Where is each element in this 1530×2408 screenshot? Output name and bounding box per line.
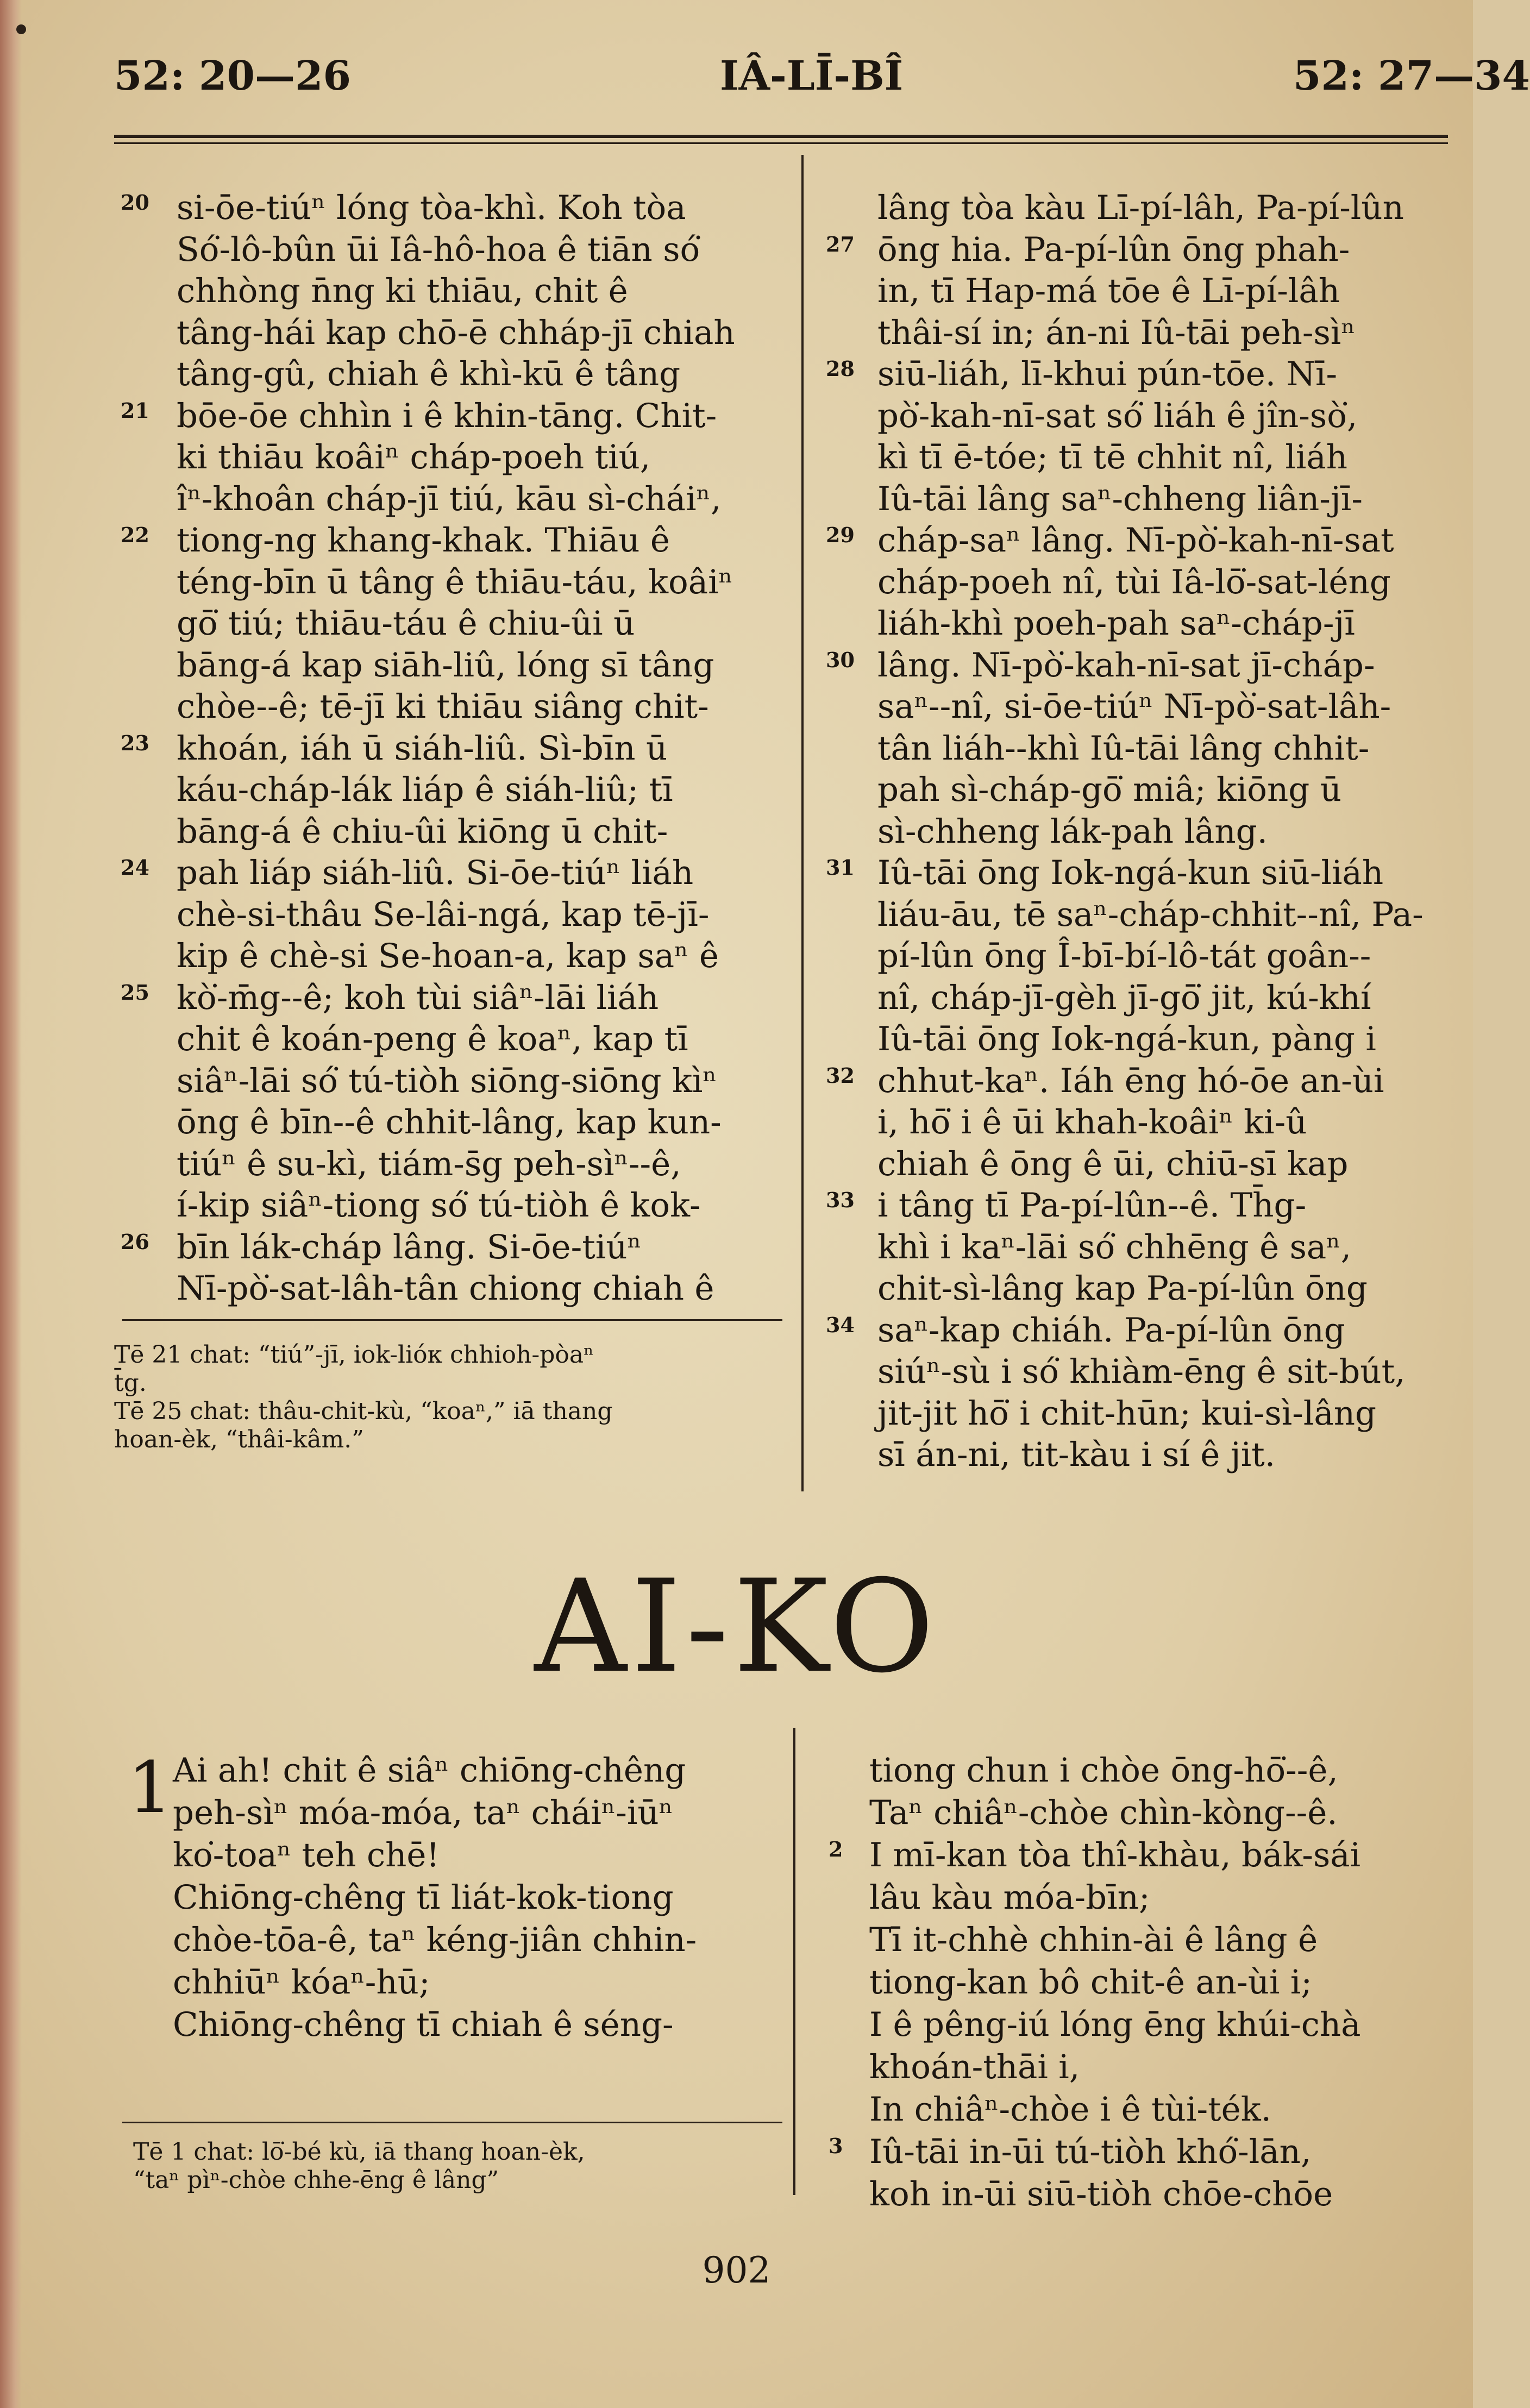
- text-line: koh in-ūi siū-tiòh chōe-chōe: [869, 2175, 1333, 2213]
- text-line: chhut-kaⁿ. Iáh ēng hó-ōe an-ùi: [877, 1061, 1384, 1100]
- verse-number: 29: [826, 523, 855, 547]
- chapter52-footnotes: [114, 1341, 788, 1454]
- text-line: thâi-sí in; án-ni Iû-tāi peh-sìⁿ: [877, 313, 1356, 352]
- text-line: si-ōe-tiúⁿ lóng tòa-khì. Koh tòa: [177, 189, 686, 227]
- text-line: In chiâⁿ-chòe i ê tùi-ték.: [869, 2090, 1272, 2129]
- text-line: tâng-hái kap chō-ē chháp-jī chiah: [177, 313, 735, 352]
- text-line: chòe--ê; tē-jī ki thiāu siâng chit-: [177, 687, 709, 726]
- text-line: khì i kaⁿ-lāi só͘ chhēng ê saⁿ,: [877, 1227, 1352, 1266]
- text-line: káu-cháp-lák liáp ê siáh-liû; tī: [177, 770, 673, 809]
- text-line: Só͘-lô-bûn ūi Iâ-hô-hoa ê tiān só͘: [177, 230, 700, 269]
- text-line: Nī-pò͘-sat-lâh-tân chiong chiah ê: [177, 1269, 714, 1308]
- text-line: liáh-khì poeh-pah saⁿ-cháp-jī: [877, 604, 1355, 643]
- chapter1-footnotes: [133, 2138, 785, 2194]
- text-line: siū-liáh, lī-khui pún-tōe. Nī-: [877, 355, 1338, 393]
- verse-number: 30: [826, 648, 855, 672]
- text-line: saⁿ-kap chiáh. Pa-pí-lûn ōng: [877, 1310, 1345, 1350]
- footnote-line: Tē 25 chat: thâu-chit-kù, “koaⁿ,” iā thang: [114, 1397, 613, 1425]
- text-line: tân liáh--khì Iû-tāi lâng chhit-: [877, 729, 1370, 768]
- verse-number: 28: [826, 356, 855, 381]
- column-divider-upper: [801, 155, 804, 1491]
- chapter52-left-column: [177, 187, 785, 1310]
- footnote-line: Tē 1 chat: lō͘-bé kù, iā thang hoan-èk,: [133, 2138, 585, 2166]
- verse-number: 20: [121, 190, 149, 215]
- text-line: I ê pêng-iú lóng ēng khúi-chà: [869, 2005, 1361, 2044]
- section-title: AI-KO: [534, 1553, 939, 1701]
- text-line: Iû-tāi ōng Iok-ngá-kun, pàng i: [877, 1020, 1376, 1058]
- text-line: pí-lûn ōng Î-bī-bí-lô-tát goân--: [877, 937, 1371, 975]
- page-number: 902: [702, 2249, 771, 2291]
- text-line: ki thiāu koâiⁿ cháp-poeh tiú,: [177, 438, 651, 476]
- text-line: Iû-tāi in-ūi tú-tiòh khó͘-lān,: [869, 2133, 1312, 2171]
- text-line: sī án-ni, tit-kàu i sí ê jit.: [877, 1435, 1276, 1474]
- text-line: kò͘-m̄g--ê; koh tùi siâⁿ-lāi liáh: [177, 978, 659, 1017]
- text-line: îⁿ-khoân cháp-jī tiú, kāu sì-cháiⁿ,: [177, 479, 722, 518]
- text-line: ōng ê bīn--ê chhit-lâng, kap kun-: [177, 1103, 722, 1142]
- text-line: tiong chun i chòe ōng-hō͘--ê,: [869, 1751, 1338, 1790]
- text-line: chhiūⁿ kóaⁿ-hū;: [173, 1963, 430, 2002]
- text-line: in, tī Hap-má tōe ê Lī-pí-lâh: [877, 272, 1340, 310]
- text-line: sì-chheng lák-pah lâng.: [877, 812, 1268, 851]
- verse-number: 34: [826, 1313, 855, 1337]
- text-line: i tâng tī Pa-pí-lûn--ê. Th̄g-: [877, 1186, 1307, 1225]
- text-line: Chiōng-chêng tī chiah ê séng-: [173, 2005, 674, 2044]
- header-rule: [114, 135, 1448, 138]
- footnote-line: Tē 21 chat: “tiú”-jī, iok-lióк chhioh-pòaⁿ: [114, 1341, 594, 1369]
- text-line: chhòng n̄ng ki thiāu, chit ê: [177, 272, 628, 310]
- verse-number: 24: [121, 855, 149, 880]
- text-line: I mī-kan tòa thî-khàu, bák-sái: [869, 1836, 1361, 1874]
- verse-number: 21: [121, 398, 149, 423]
- text-line: chè-si-thâu Se-lâi-ngá, kap tē-jī-: [177, 895, 710, 934]
- text-line: cháp-poeh nî, tùi Iâ-lō͘-sat-léng: [877, 562, 1391, 601]
- text-line: i, hō͘ i ê ūi khah-koâiⁿ ki-û: [877, 1103, 1307, 1142]
- page-edge-stain: [0, 0, 22, 2408]
- text-line: bīn lák-cháp lâng. Si-ōe-tiúⁿ: [177, 1227, 642, 1266]
- text-line: lâu kàu móa-bīn;: [869, 1878, 1150, 1917]
- text-line: khoán-thāi i,: [869, 2048, 1080, 2086]
- text-line: tâng-gû, chiah ê khì-kū ê tâng: [177, 355, 681, 393]
- verse-number: 31: [826, 855, 855, 880]
- text-line: nî, cháp-jī-gèh jī-gō͘ jit, kú-khí: [877, 978, 1371, 1017]
- text-line: liáu-āu, tē saⁿ-cháp-chhit--nî, Pa-: [877, 895, 1424, 934]
- text-line: Ai ah! chit ê siâⁿ chiōng-chêng: [173, 1751, 686, 1790]
- chapter52-right-column: [877, 187, 1453, 1476]
- text-line: í-kip siâⁿ-tiong só͘ tú-tiòh ê kok-: [177, 1186, 701, 1225]
- header-rule-thin: [114, 142, 1448, 144]
- text-line: peh-sìⁿ móa-móa, taⁿ cháiⁿ-iūⁿ: [173, 1794, 674, 1832]
- text-line: tiúⁿ ê su-kì, tiám-s̄g peh-sìⁿ--ê,: [177, 1144, 681, 1183]
- text-line: bāng-á kap siāh-liû, lóng sī tâng: [177, 645, 714, 685]
- verse-number: 32: [826, 1063, 855, 1088]
- ink-dot: [16, 24, 26, 34]
- text-line: bōe-ōe chhìn i ê khin-tāng. Chit-: [177, 396, 717, 435]
- verse-number: 3: [829, 2134, 843, 2158]
- text-line: kì tī ē-tóe; tī tē chhit nî, liáh: [877, 438, 1348, 476]
- text-line: siúⁿ-sù i só͘ khiàm-ēng ê sit-bút,: [877, 1352, 1406, 1391]
- text-line: tiong-kan bô chit-ê an-ùi i;: [869, 1963, 1312, 2002]
- text-line: lâng tòa kàu Lī-pí-lâh, Pa-pí-lûn: [877, 189, 1404, 227]
- text-line: chit ê koán-peng ê koaⁿ, kap tī: [177, 1020, 688, 1058]
- text-line: téng-bīn ū tâng ê thiāu-táu, koâiⁿ: [177, 562, 733, 601]
- text-line: Chiōng-chêng tī liát-kok-tiong: [173, 1878, 674, 1917]
- footnote-line: “taⁿ pìⁿ-chòe chhe-ēng ê lâng”: [133, 2166, 499, 2194]
- chapter1-right-column: [869, 1749, 1456, 2216]
- text-line: chiah ê ōng ê ūi, chiū-sī kap: [877, 1144, 1349, 1183]
- text-line: saⁿ--nî, si-ōe-tiúⁿ Nī-pò͘-sat-lâh-: [877, 687, 1391, 726]
- text-line: bāng-á ê chiu-ûi kiōng ū chit-: [177, 812, 668, 851]
- column-divider-lower: [793, 1728, 795, 2195]
- text-line: Iû-tāi ōng Iok-ngá-kun siū-liáh: [877, 854, 1384, 892]
- verse-number: 33: [826, 1188, 855, 1212]
- text-line: Iû-tāi lâng saⁿ-chheng liân-jī-: [877, 479, 1363, 518]
- text-line: kip ê chè-si Se-hoan-a, kap saⁿ ê: [177, 937, 719, 975]
- text-line: ōng hia. Pa-pí-lûn ōng phah-: [877, 230, 1350, 269]
- footnote-rule-upper: [122, 1319, 782, 1321]
- text-line: khoán, iáh ū siáh-liû. Sì-bīn ū: [177, 729, 668, 768]
- text-line: chit-sì-lâng kap Pa-pí-lûn ōng: [877, 1269, 1368, 1308]
- text-line: pah sì-cháp-gō͘ miâ; kiōng ū: [877, 770, 1342, 809]
- footnote-line: t̄g.: [114, 1369, 147, 1397]
- footnote-line: hoan-èk, “thâi-kâm.”: [114, 1426, 364, 1453]
- verse-number: 26: [121, 1230, 149, 1254]
- verse-number: 25: [121, 980, 149, 1005]
- verse-number: 27: [826, 232, 855, 256]
- text-line: siâⁿ-lāi só͘ tú-tiòh siōng-siōng kìⁿ: [177, 1061, 717, 1100]
- header-left-reference: 52: 20—26: [114, 53, 352, 99]
- header-right-reference: 52: 27—34: [1293, 53, 1530, 99]
- text-line: lâng. Nī-pò͘-kah-nī-sat jī-cháp-: [877, 645, 1375, 685]
- header-book-title: IÂ-LĪ-BÎ: [720, 53, 904, 99]
- text-line: Taⁿ chiâⁿ-chòe chìn-kòng--ê.: [869, 1794, 1338, 1832]
- text-line: chòe-tōa-ê, taⁿ kéng-jiân chhin-: [173, 1921, 697, 1959]
- verse-number: 22: [121, 523, 149, 547]
- text-line: Tī it-chhè chhin-ài ê lâng ê: [869, 1921, 1318, 1959]
- text-line: ko͘-toaⁿ teh chē!: [173, 1836, 440, 1874]
- chapter-number: 1: [128, 1746, 173, 1829]
- footnote-rule-lower: [122, 2122, 782, 2123]
- text-line: gō͘ tiú; thiāu-táu ê chiu-ûi ū: [177, 604, 635, 643]
- text-line: jit-jit hō͘ i chit-hūn; kui-sì-lâng: [877, 1394, 1377, 1433]
- verse-number: 23: [121, 731, 149, 755]
- text-line: pò͘-kah-nī-sat só͘ liáh ê jîn-sò͘,: [877, 396, 1358, 435]
- text-line: pah liáp siáh-liû. Si-ōe-tiúⁿ liáh: [177, 854, 694, 892]
- chapter1-left-column: [173, 1749, 781, 2046]
- text-line: tiong-ng khang-khak. Thiāu ê: [177, 521, 670, 560]
- text-line: cháp-saⁿ lâng. Nī-pò͘-kah-nī-sat: [877, 521, 1394, 560]
- verse-number: 2: [829, 1837, 843, 1861]
